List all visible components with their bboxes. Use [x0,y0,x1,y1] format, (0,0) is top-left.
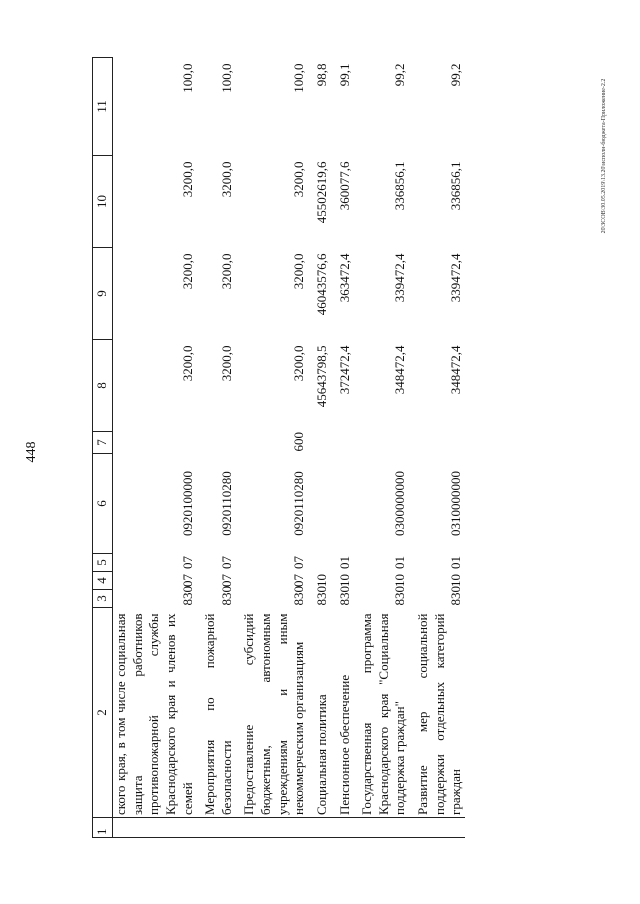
header-col-9: 9 [93,248,113,340]
header-col-1: 1 [93,818,113,838]
cell-ved: 830 [179,586,195,606]
row-name: Социальная политика [314,608,331,818]
cell-pr [314,554,331,572]
header-row [93,58,113,838]
cell-ved: 830 [313,586,329,606]
footer-file-path: 20\ЗСОВ\30.05.2019\13.20\исполн-бюджета-Приложение-2.2 [601,78,607,234]
cell-executed: 336856,1 [392,161,408,211]
cell-percent: 100,0 [179,63,195,93]
cell-ved: 830 [336,586,352,606]
table-row [337,58,354,838]
cell-executed: 3200,0 [291,161,307,198]
cell-ved: 830 [291,586,307,606]
header-col-11: 11 [93,58,113,156]
cell-rz: 10 [313,574,329,587]
cell-csr: 0920110280 [218,471,234,536]
row-name: Развитие мер социальной поддержки отдельных категорий граждан [415,608,465,818]
cell-percent: 99,1 [336,63,352,87]
header-col-5: 5 [93,554,113,572]
cell-plan: 339472,4 [448,253,464,303]
cell-plan: 3200,0 [291,253,307,290]
cell-executed: 360077,6 [336,161,352,211]
cell-rz: 10 [448,574,464,587]
cell-executed: 3200,0 [179,161,195,198]
cell-csr: 0920110280 [291,471,307,536]
header-col-8: 8 [93,340,113,432]
cell-vr [314,432,331,454]
cell-vr [337,432,354,454]
row-name: Мероприятия по пожарной безопасности [202,608,235,818]
cell-plan: 339472,4 [392,253,408,303]
table-row [113,58,197,838]
cell-rz: 07 [218,574,234,587]
header-col-2: 2 [93,608,113,818]
cell-executed: 45502619,6 [313,161,329,224]
cell-executed: 3200,0 [218,161,234,198]
cell-approved: 45643798,5 [313,345,329,408]
table-row [415,58,465,838]
cell-percent: 98,8 [313,63,329,87]
cell-csr: 0920100000 [179,471,195,536]
table-row [202,58,235,838]
cell-vr [202,432,235,454]
cell-percent: 100,0 [291,63,307,93]
cell-ved: 830 [218,586,234,606]
cell-pr: 01 [448,556,464,569]
row-name: Государственная программа Краснодарского края "Социальная поддержка граждан" [359,608,409,818]
row-name: Пенсионное обеспечение [337,608,354,818]
cell-vr [359,432,409,454]
cell-approved: 3200,0 [179,345,195,382]
cell-plan: 363472,4 [336,253,352,303]
table-row [241,58,308,838]
cell-csr [337,454,354,554]
header-col-3: 3 [93,590,113,608]
header-col-4: 4 [93,572,113,590]
cell-pr: 07 [218,556,234,569]
cell-rz: 10 [392,574,408,587]
cell-rz: 10 [336,574,352,587]
cell-executed: 336856,1 [448,161,464,211]
cell-csr: 0300000000 [392,471,408,536]
cell-pr: 01 [392,556,408,569]
cell-percent: 99,2 [392,63,408,87]
cell-vr [113,432,197,454]
cell-csr [314,454,331,554]
header-col-6: 6 [93,454,113,554]
table-row [314,58,331,838]
cell-vr [415,432,465,454]
cell-percent: 99,2 [448,63,464,87]
cell-plan: 3200,0 [218,253,234,290]
cell-pr: 07 [291,556,307,569]
cell-approved: 348472,4 [392,345,408,395]
cell-ved: 830 [448,586,464,606]
cell-pr: 01 [336,556,352,569]
cell-approved: 3200,0 [218,345,234,382]
header-col-10: 10 [93,156,113,248]
cell-pr: 07 [179,556,195,569]
header-col-7: 7 [93,432,113,454]
cell-vr: 600 [291,432,307,452]
cell-approved: 348472,4 [448,345,464,395]
row-name: ского края, в том числе социальная защита работников противопожарной службы Краснодарского края и членов их семей [113,608,197,818]
page-number: 448 [24,441,39,463]
cell-rz: 07 [291,574,307,587]
row-name: Предоставление субсидий бюджетным, автономным учреждениям и иным некоммерческим организациям [241,608,308,818]
cell-approved: 372472,4 [336,345,352,395]
rotated-table-container [92,58,636,838]
cell-approved: 3200,0 [291,345,307,382]
cell-ved: 830 [392,586,408,606]
cell-plan: 46043576,6 [313,253,329,316]
cell-csr: 0310000000 [448,471,464,536]
table-row [359,58,409,838]
cell-percent: 100,0 [218,63,234,93]
cell-rz: 07 [179,574,195,587]
cell-plan: 3200,0 [179,253,195,290]
budget-table [92,57,465,838]
